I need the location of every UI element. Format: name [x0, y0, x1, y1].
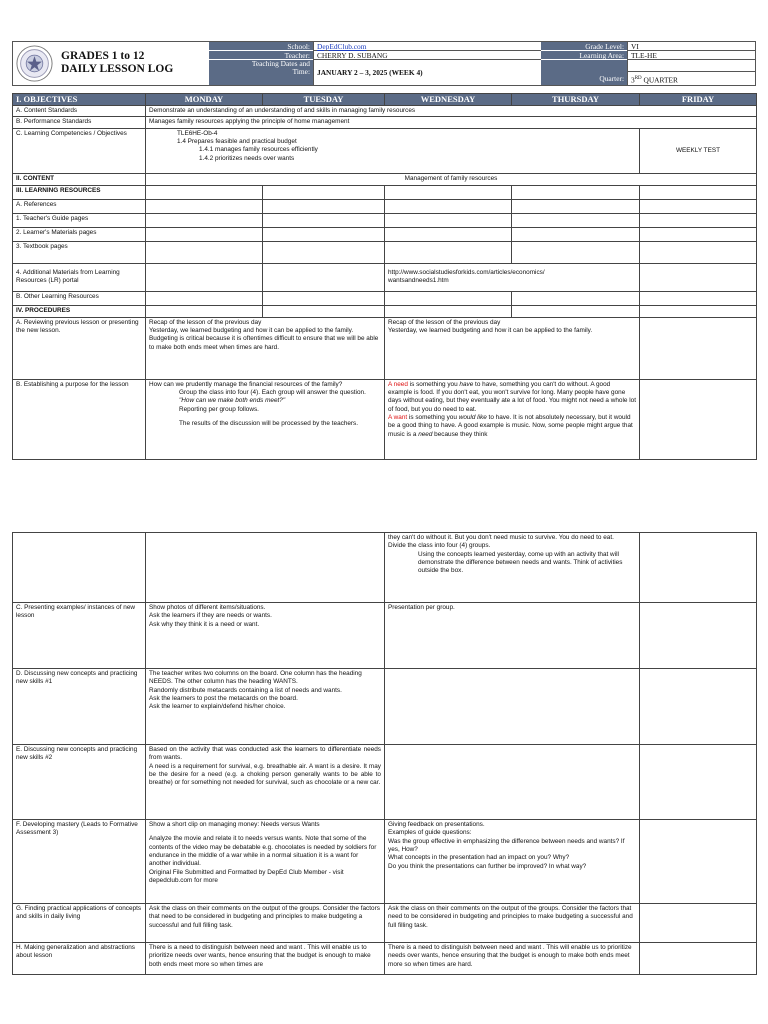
lr-portal-link[interactable]	[385, 263, 640, 291]
need-term	[388, 381, 408, 388]
content-standards-label: A. Content Standards	[13, 106, 146, 117]
procedure-f-wednesday	[385, 820, 640, 904]
a-mon-line-2: Yesterday, we learned budgeting and how it can be applied to the family.	[149, 327, 354, 335]
document-title	[61, 50, 173, 76]
cell-empty	[512, 291, 640, 305]
competencies	[146, 128, 640, 173]
lr-portal-label: 4. Additional Materials from Learning Resources (LR) portal	[13, 263, 146, 291]
cell-empty	[640, 904, 757, 943]
cell-empty	[146, 185, 263, 199]
cell-empty	[146, 199, 263, 213]
area-value: TLE-HE	[627, 51, 756, 60]
need-word: A need	[388, 380, 408, 388]
competency-2: 1.4.1 manages family resources efficiently	[199, 146, 318, 154]
cell-empty	[146, 533, 385, 603]
cell-empty	[146, 305, 263, 317]
c-mon-line-2: Ask the learners if they are needs or wants.	[149, 612, 272, 620]
procedure-c-wednesday: Presentation per group.	[385, 603, 640, 669]
cell-empty	[146, 263, 263, 291]
cell-empty	[640, 603, 757, 669]
cell-empty	[640, 241, 757, 263]
deped-seal-icon	[16, 45, 53, 82]
f-wed-line-3: Was the group effective in emphasizing the difference between needs and wants? If yes, How?	[388, 837, 625, 853]
resources-label: III. LEARNING RESOURCES	[13, 185, 146, 199]
procedure-h-wednesday: There is a need to distinguish between need and want . This will enable us to prioritize needs over wants, hence ensuring that the budget is enough to make both ends meet more so when times are hard.	[385, 943, 640, 975]
day-tuesday: TUESDAY	[263, 94, 385, 106]
e-mon-line-1: Based on the activity that was conducted ask the learners to differentiate needs from wants.	[149, 746, 381, 762]
want-word: A want	[388, 414, 408, 422]
quarter-value	[627, 72, 756, 85]
cell-empty	[512, 213, 640, 227]
want-need: need	[418, 430, 433, 438]
procedure-f-monday	[146, 820, 385, 904]
cell-empty	[640, 533, 757, 603]
want-term	[388, 414, 407, 421]
cont-line-3: Using the concepts learned yesterday, come up with an activity that will demonstrate the difference between needs and wants. Think of activities outside the box.	[418, 550, 623, 575]
procedure-b-label: B. Establishing a purpose for the lesson	[13, 379, 146, 459]
weekly-test: WEEKLY TEST	[640, 128, 757, 173]
lr-link-line-2: wantsandneeds1.htm	[388, 277, 449, 285]
procedure-g-monday: Ask the class on their comments on the output of the groups. Consider the factors that need to be considered in budgeting and principles to make budgeting a successful and full filling task.	[146, 904, 385, 943]
cell-empty	[146, 241, 263, 263]
cell-empty	[640, 820, 757, 904]
c-mon-line-3: Ask why they think it is a need or want.	[149, 620, 260, 628]
dates-label-line-1: Teaching Dates and	[251, 59, 310, 68]
cell-empty	[512, 185, 640, 199]
d-mon-line-3: Ask the learners to post the metacards on the board.	[149, 694, 298, 702]
cell-empty	[263, 227, 385, 241]
cell-empty	[385, 213, 512, 227]
cell-empty	[512, 241, 640, 263]
lesson-table-page-1	[12, 93, 757, 460]
b-mon-question: "How can we make both ends meet?"	[179, 397, 286, 405]
b-mon-line-3: Reporting per group follows.	[179, 405, 259, 413]
header-fields	[209, 42, 756, 85]
grade-label: Grade Level:	[541, 42, 627, 51]
procedure-b-monday	[146, 379, 385, 459]
teacher-label: Teacher:	[209, 51, 313, 60]
procedures-label: IV. PROCEDURES	[13, 305, 146, 317]
day-friday: FRIDAY	[640, 94, 757, 106]
d-mon-line-2: Randomly distribute metacards containing a list of needs and wants.	[149, 686, 342, 694]
procedure-c-monday	[146, 603, 385, 669]
cell-empty	[512, 227, 640, 241]
b-wed-want	[388, 414, 636, 439]
cell-empty	[146, 291, 263, 305]
title-line-1: GRADES 1 to 12	[61, 50, 145, 62]
procedure-a-monday	[146, 317, 385, 379]
cell-empty	[640, 669, 757, 745]
cell-empty	[385, 199, 512, 213]
procedure-c-label: C. Presenting examples/ instances of new lesson	[13, 603, 146, 669]
content-label: II. CONTENT	[13, 173, 146, 185]
cell-empty	[146, 227, 263, 241]
teachers-guide-label: 1. Teacher's Guide pages	[13, 213, 146, 227]
b-mon-line-2	[149, 389, 381, 406]
a-wed-line-1: Recap of the lesson of the previous day	[388, 318, 501, 326]
need-have: have	[459, 380, 474, 388]
school-link[interactable]: DepEdClub.com	[317, 42, 367, 51]
cell-empty	[385, 745, 640, 820]
area-label: Learning Area:	[541, 51, 627, 60]
content-standards: Demonstrate an understanding of an understanding of and skills in managing family resources	[146, 106, 757, 117]
procedure-g-label: G. Finding practical applications of concepts and skills in daily living	[13, 904, 146, 943]
d-mon-line-1: The teacher writes two columns on the board. One column has the heading NEEDS. The other column has the heading WANTS.	[149, 670, 362, 686]
cell-empty	[640, 291, 757, 305]
procedure-a-wednesday	[385, 317, 640, 379]
quarter-label: Quarter:	[541, 72, 627, 85]
procedure-e-label: E. Discussing new concepts and practicing new skills #2	[13, 745, 146, 820]
a-wed-line-2: Yesterday, we learned budgeting and how it can be applied to the family.	[388, 327, 593, 335]
cell-empty	[263, 305, 385, 317]
school-label: School:	[209, 42, 313, 51]
dates-label	[209, 60, 313, 76]
dates-value: JANUARY 2 – 3, 2025 (WEEK 4)	[313, 60, 541, 85]
want-text-3: because they think	[432, 430, 488, 438]
quarter-word: QUARTER	[641, 75, 678, 85]
school-value	[313, 42, 541, 51]
cont-line-2: Divide the class into four (4) groups.	[388, 542, 491, 550]
competency-3: 1.4.2 prioritizes needs over wants	[199, 154, 295, 162]
grade-value: VI	[627, 42, 756, 51]
f-wed-line-4: What concepts in the presentation had an impact on you? Why?	[388, 854, 570, 862]
competency-1: 1.4 Prepares feasible and practical budget	[177, 138, 297, 146]
b-mon-line-1: How can we prudently manage the financial resources of the family?	[149, 380, 343, 388]
procedure-b-continued	[385, 533, 640, 603]
procedure-h-monday: There is a need to distinguish between need and want . This will enable us to prioritize needs over wants, hence ensuring that the budget is enough to make both ends meet more so when times are	[146, 943, 385, 975]
f-wed-line-2: Examples of guide questions:	[388, 829, 472, 837]
cell-empty	[640, 227, 757, 241]
lesson-log-header	[12, 41, 756, 86]
b-mon-group: Group the class into four (4). Each group will answer the question.	[179, 389, 366, 397]
cell-empty	[385, 185, 512, 199]
want-like: would like	[458, 414, 487, 422]
cell-empty	[640, 199, 757, 213]
procedure-b-wednesday	[385, 379, 640, 459]
performance-standards: Manages family resources applying the principle of home management	[146, 117, 757, 128]
blank-label-cell	[209, 76, 313, 85]
cell-empty	[640, 305, 757, 317]
title-line-2: DAILY LESSON LOG	[61, 63, 174, 76]
cell-empty	[640, 943, 757, 975]
cell-empty	[385, 291, 512, 305]
cont-line-1: they can't do without it. But you don't need music to survive. You do need to eat.	[388, 534, 614, 541]
e-mon-line-2: A need is a requirement for survival, e.g. breathable air. A want is a desire. It may be the desire for a need (e.g. a choking person generally wants to be able to breathe) or for something not needed for survival, such as chocolate or a new car.	[149, 762, 381, 787]
cell-empty	[640, 213, 757, 227]
objectives-header: I. OBJECTIVES	[13, 94, 146, 106]
cell-empty	[263, 241, 385, 263]
lesson-table-page-2	[12, 532, 757, 975]
procedure-g-wednesday: Ask the class on their comments on the output of the groups. Consider the factors that need to be considered in budgeting and principles to make budgeting a successful and full filling task.	[385, 904, 640, 943]
procedure-d-monday	[146, 669, 385, 745]
f-wed-line-5: Do you think the presentations can further be improved? In what way?	[388, 862, 587, 870]
cell-empty	[640, 263, 757, 291]
day-wednesday: WEDNESDAY	[385, 94, 512, 106]
cell-empty	[512, 199, 640, 213]
cell-empty	[263, 291, 385, 305]
f-mon-line-2: Analyze the movie and relate it to needs versus wants. Note that some of the contents of the video may be debatable e.g. chocolates is needed by soldiers for endurance in the middle of a war while in a normal situation it is a want for another individual.	[149, 835, 377, 868]
competencies-label: C. Learning Competencies / Objectives	[13, 128, 146, 173]
competency-code: TLE6HE-Ob-4	[177, 129, 218, 137]
cell-empty	[640, 745, 757, 820]
learners-materials-label: 2. Learner's Materials pages	[13, 227, 146, 241]
cell-empty	[13, 533, 146, 603]
cell-empty	[263, 185, 385, 199]
a-mon-line-1: Recap of the lesson of the previous day	[149, 318, 262, 326]
blank-right-value	[627, 60, 756, 72]
dates-label-line-2: Time:	[292, 67, 310, 76]
cell-empty	[385, 227, 512, 241]
lr-link-line-1: http://www.socialstudiesforkids.com/articles/economics/	[388, 268, 545, 276]
textbook-label: 3. Textbook pages	[13, 241, 146, 263]
f-mon-line-3: Original File Submitted and Formatted by DepEd Club Member - visit depedclub.com for more	[149, 868, 344, 884]
cell-empty	[146, 213, 263, 227]
a-mon-line-3: Budgeting is critical because it is oftentimes difficult to ensure that we will be able to make both ends meet when times are hard.	[149, 335, 379, 351]
need-text-2: to have, something you can't do without. A good example is food. If you don't eat, you won't survive for long. Many people have gone days without eating, but they eventually ate a lot of food. You might not need a whole lot of food, but you do need to eat.	[388, 380, 636, 413]
performance-standards-label: B. Performance Standards	[13, 117, 146, 128]
cell-empty	[385, 241, 512, 263]
content-value: Management of family resources	[146, 173, 757, 185]
cell-empty	[512, 305, 640, 317]
cell-empty	[640, 185, 757, 199]
c-mon-line-1: Show photos of different items/situations.	[149, 604, 266, 611]
want-text-1: is something you	[407, 414, 459, 422]
procedure-d-label: D. Discussing new concepts and practicing new skills #1	[13, 669, 146, 745]
procedure-e-monday	[146, 745, 385, 820]
b-mon-line-4: The results of the discussion will be processed by the teachers.	[179, 420, 359, 428]
quarter-number: 3	[631, 75, 635, 85]
f-wed-line-1: Giving feedback on presentations.	[388, 821, 485, 828]
procedure-a-label: A. Reviewing previous lesson or presenting the new lesson.	[13, 317, 146, 379]
other-resources-label: B. Other Learning Resources	[13, 291, 146, 305]
day-monday: MONDAY	[146, 94, 263, 106]
cell-empty	[263, 263, 385, 291]
procedure-f-label: F. Developing mastery (Leads to Formative Assessment 3)	[13, 820, 146, 904]
cell-empty	[385, 669, 640, 745]
day-thursday: THURSDAY	[512, 94, 640, 106]
f-mon-line-1: Show a short clip on managing money: Needs versus Wants	[149, 821, 320, 828]
references-label: A. References	[13, 199, 146, 213]
d-mon-line-4: Ask the learner to explain/defend his/her choice.	[149, 703, 286, 711]
procedure-h-label: H. Making generalization and abstractions about lesson	[13, 943, 146, 975]
quarter-suffix: RD	[634, 76, 642, 81]
cell-empty	[640, 317, 757, 379]
teacher-value: CHERRY D. SUBANG	[313, 51, 541, 60]
b-wed-need	[388, 381, 636, 414]
cell-empty	[640, 379, 757, 459]
want-text-2: to have. It is not absolutely necessary, but it would be a good thing to have. A good example is music. Now, some people might argue that music is a	[388, 414, 633, 438]
cell-empty	[263, 213, 385, 227]
cell-empty	[263, 199, 385, 213]
need-text-1: is something you	[407, 380, 460, 388]
cell-empty	[385, 305, 512, 317]
